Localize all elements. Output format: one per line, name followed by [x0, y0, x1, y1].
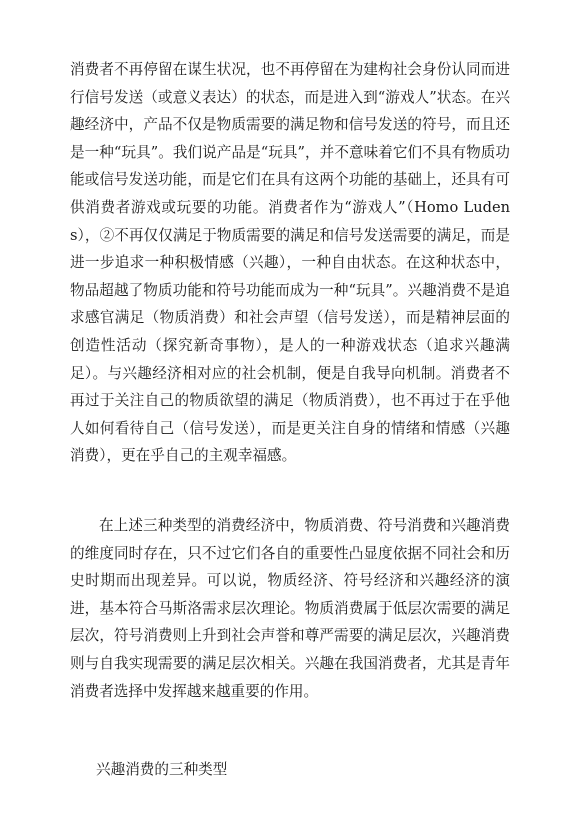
paragraph-three-consumption-types: 在上述三种类型的消费经济中，物质消费、符号消费和兴趣消费的维度同时存在，只不过它们各自的重要性凸显度依据不同社会和历史时期而出现差异。可以说，物质经济、符号经济和兴趣经济的演进，基本符合马斯洛需求层次理论。物质消费属于低层次需要的满足层次，符号消费则上升到社会声誉和尊严需要的满足层次，兴趣消费则与自我实现需要的满足层次相关。兴趣在我国消费者，尤其是青年消费者选择中发挥越来越重要的作用。: [70, 517, 510, 700]
section-heading: 兴趣消费的三种类型: [96, 761, 228, 778]
paragraph-homo-ludens: 消费者不再停留在谋生状况，也不再停留在为建构社会身份认同而进行信号发送（或意义表达）的状态，而是进入到“游戏人”状态。在兴趣经济中，产品不仅是物质需要的满足物和信号发送的符号，而且还是一种“玩具”。我们说产品是“玩具”，并不意味着它们不具有物质功能或信号发送功能，而是它们在具有这两个功能的基础上，还具有可供消费者游戏或玩要的功能。消费者作为“游戏人”（Homo Ludens），②不再仅仅满足于物质需要的满足和信号发送需要的满足，而是进一步追求一种积极情感（兴趣），一种自由状态。在这种状态中，物品超越了物质功能和符号功能而成为一种“玩具”。兴趣消费不是追求感官满足（物质消费）和社会声望（信号发送），而是精神层面的创造性活动（探究新奇事物），是人的一种游戏状态（追求兴趣满足）。与兴趣经济相对应的社会机制，便是自我导向机制。消费者不再过于关注自己的物质欲望的满足（物质消费），也不再过于在乎他人如何看待自己（信号发送），而是更关注自身的情绪和情感（兴趣消费），更在乎自己的主观幸福感。: [70, 61, 510, 465]
